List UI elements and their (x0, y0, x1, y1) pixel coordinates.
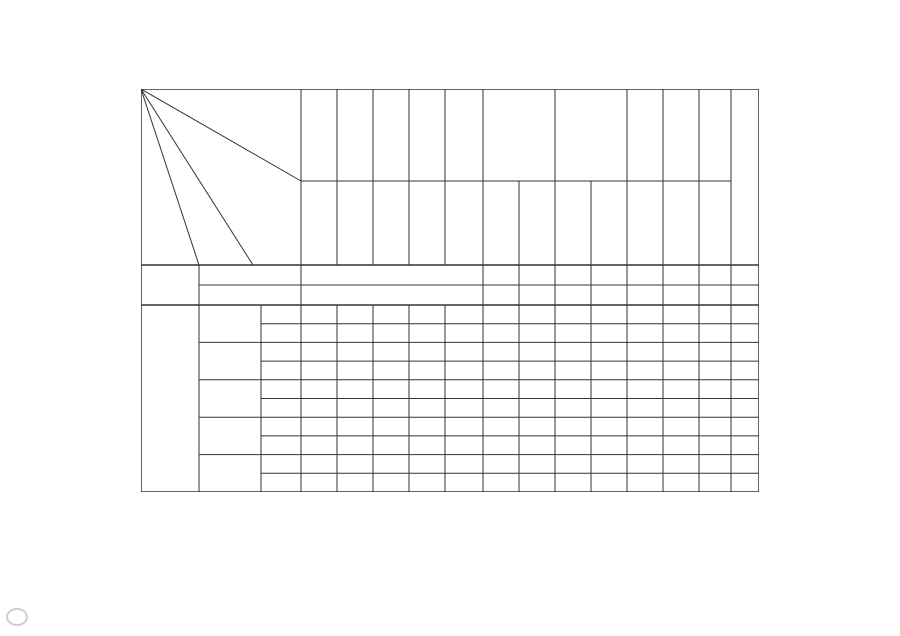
table-grid (141, 89, 759, 492)
staffing-table (141, 89, 759, 492)
corner-diagonal (141, 89, 253, 265)
corner-diagonal (141, 89, 301, 181)
watermark (6, 608, 32, 626)
corner-diagonal (141, 89, 199, 265)
watermark-logo-icon (6, 608, 28, 626)
